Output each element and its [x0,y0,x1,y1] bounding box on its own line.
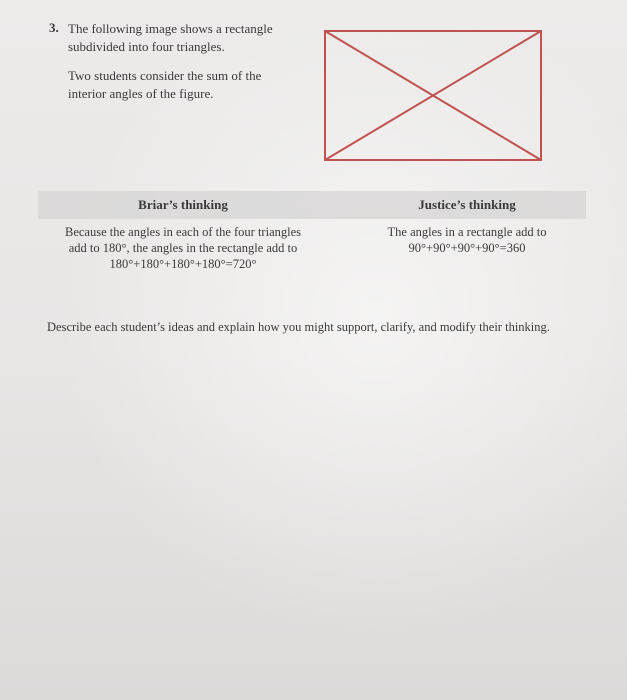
briar-thinking-cell [38,224,328,272]
justice-header: Justice’s thinking [418,197,516,212]
briar-thinking-line: Because the angles in each of the four triangles [64,225,302,239]
question-context-line: Two students consider the sum of the [68,68,262,83]
briar-thinking-line: add to 180°, the angles in the rectangle add to [68,241,298,255]
justice-thinking-line: The angles in a rectangle add to [387,225,547,239]
briar-header: Briar’s thinking [138,197,228,212]
response-prompt: Describe each student’s ideas and explain how you might support, clarify, and modify their thinking. [47,320,550,334]
question-intro-line: The following image shows a rectangle [68,21,273,36]
question-intro [68,20,298,56]
question-intro-line: subdivided into four triangles. [68,39,225,54]
question-context [68,67,298,103]
justice-thinking-cell [348,224,586,256]
rectangle-figure [322,28,544,163]
justice-thinking-line: 90°+90°+90°+90°=360 [408,241,526,255]
briar-thinking-line: 180°+180°+180°+180°=720° [109,257,257,271]
question-context-line: interior angles of the figure. [68,86,214,101]
student-thinking-table [38,191,586,279]
question-number: 3. [49,20,59,35]
